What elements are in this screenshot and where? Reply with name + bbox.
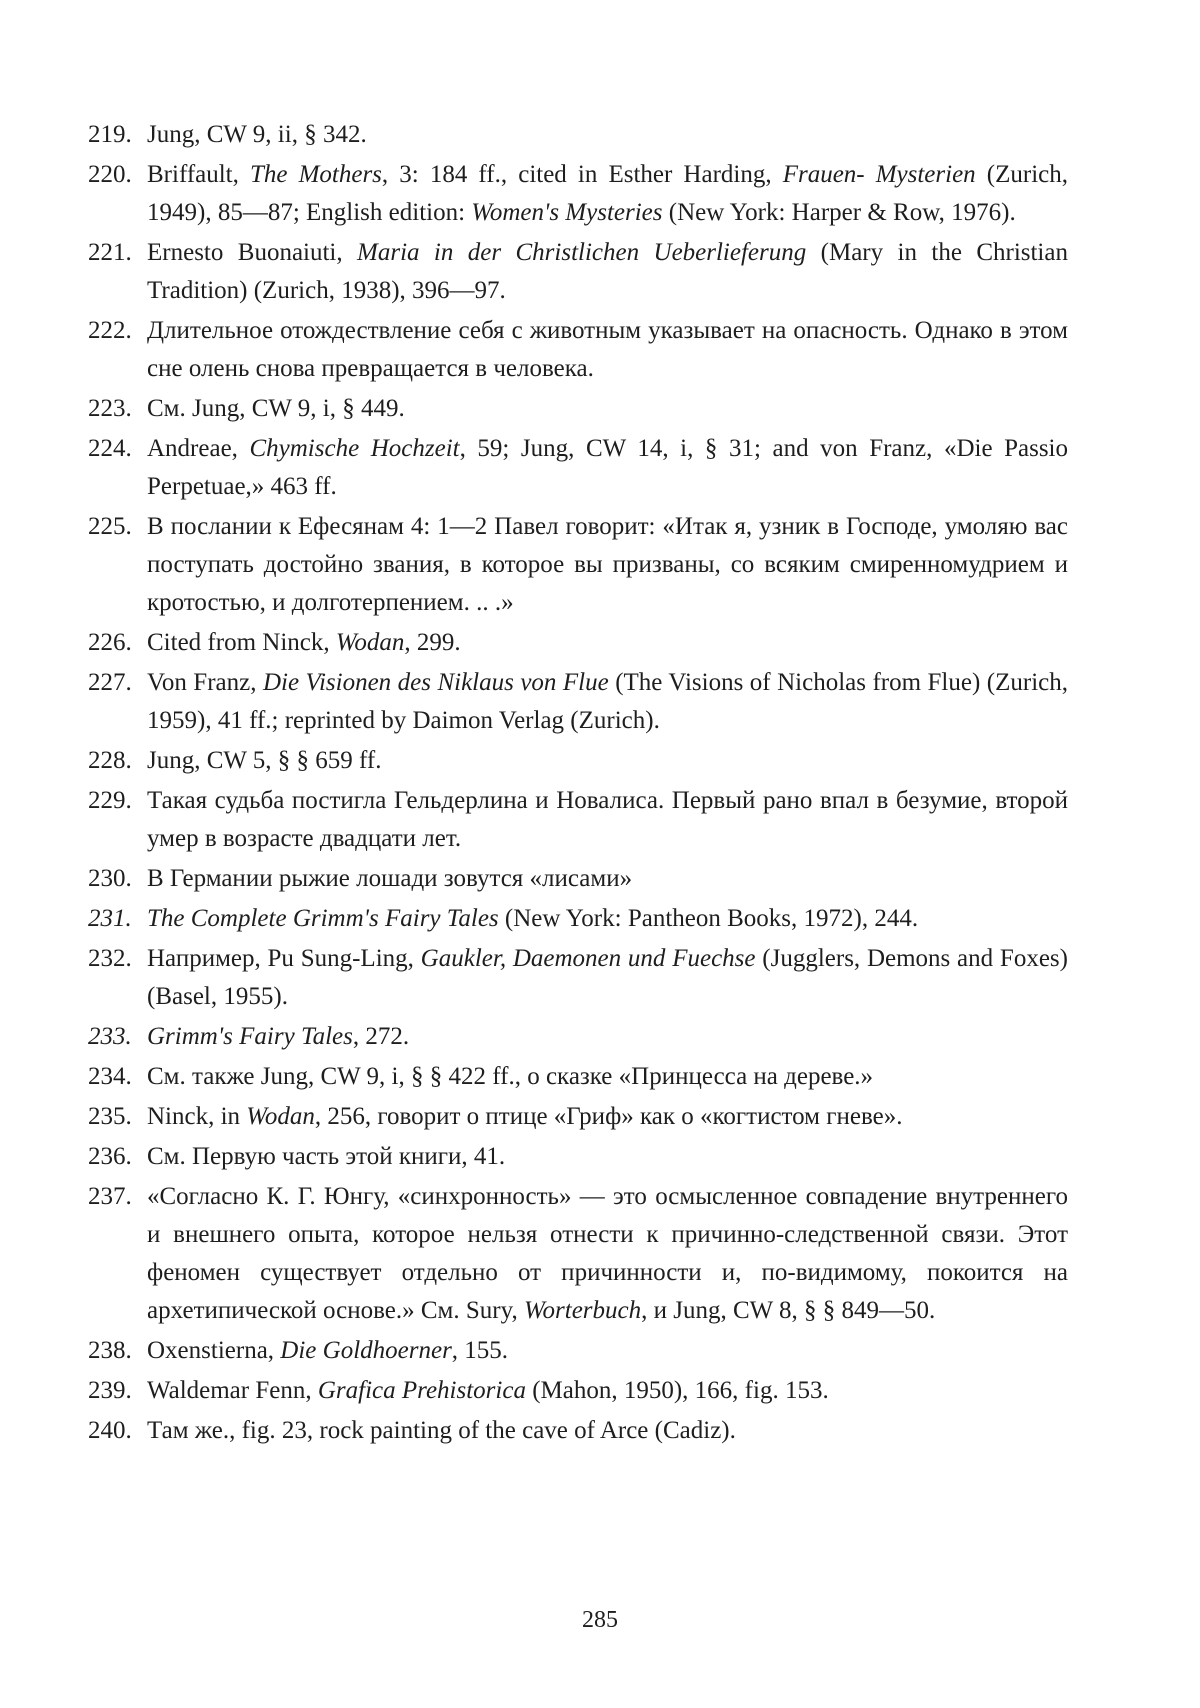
- endnote-text: [147, 1063, 873, 1090]
- endnote-number: 235.: [88, 1103, 132, 1130]
- endnote-title-italic: Die Visionen des Niklaus von Flue: [262, 669, 609, 696]
- endnote-text-segment: , 155.: [451, 1337, 509, 1364]
- endnote-text-segment: , и Jung, CW 8, § § 849—50.: [641, 1297, 936, 1324]
- endnote-text-segment: Ernesto Buonaiuti,: [147, 239, 358, 266]
- endnote-text: [147, 513, 1068, 616]
- endnote-text: [147, 395, 405, 422]
- endnote-number: 226.: [88, 629, 132, 656]
- endnote-text-segment: Например, Pu Sung-Ling,: [147, 945, 421, 972]
- endnote-text-segment: Briffault,: [147, 161, 250, 188]
- endnote-text-segment: Oxenstierna,: [147, 1337, 281, 1364]
- endnote-item: [88, 940, 1068, 1016]
- endnote-number: 239.: [88, 1377, 132, 1404]
- endnote-title-italic: Grimm's Fairy Tales: [147, 1023, 353, 1050]
- endnote-item: [88, 116, 1068, 154]
- endnote-text-segment: См. также Jung, CW 9, i, § § 422 ff., о сказке «Принцесса на дереве.»: [147, 1063, 874, 1090]
- endnote-item: [88, 900, 1068, 938]
- endnote-item: [88, 430, 1068, 506]
- endnote-text-segment: «Согласно К. Г. Юнгу, «синхронность» — это осмысленное совпадение внутреннего и внешнего опыта, которое нельзя отнести к причинно-следственной связи. Этот феномен существует отдельно от причинности и, по-видимому, покоится на архетипической основе.» См. Sury,: [147, 1183, 1068, 1324]
- endnote-item: [88, 860, 1068, 898]
- endnote-item: [88, 742, 1068, 780]
- endnote-item: [88, 508, 1068, 622]
- endnote-text-segment: (Jugglers, Demons and Foxes) (Basel, 1955).: [147, 945, 1068, 1010]
- endnote-item: [88, 1018, 1068, 1056]
- endnote-number: 228.: [88, 747, 132, 774]
- endnote-number: 220.: [88, 161, 132, 188]
- endnote-title-italic: Wodan: [335, 629, 405, 656]
- endnote-number: 240.: [88, 1417, 132, 1444]
- endnote-text: [147, 1183, 1068, 1324]
- endnote-title-italic: Maria in der Christlichen Ueberlieferung: [357, 239, 807, 266]
- endnote-number: 223.: [88, 395, 132, 422]
- endnote-text: [147, 1143, 505, 1170]
- endnote-text-segment: , 299.: [404, 629, 461, 656]
- endnote-text-segment: (The Visions of Nicholas from Flue) (Zurich, 1959), 41 ff.; reprinted by Daimon Verlag (Zurich).: [147, 669, 1068, 734]
- endnote-item: [88, 1372, 1068, 1410]
- endnote-text: [147, 905, 918, 932]
- endnote-number: 229.: [88, 787, 132, 814]
- page-number: 285: [582, 1607, 618, 1633]
- endnote-text-segment: Длительное отождествление себя с животным указывает на опасность. Однако в этом сне олень снова превращается в человека.: [147, 317, 1068, 382]
- endnote-text: [147, 435, 1068, 500]
- endnote-number: 234.: [88, 1063, 132, 1090]
- endnote-item: [88, 390, 1068, 428]
- endnote-number: 225.: [88, 513, 132, 540]
- endnote-number: 236.: [88, 1143, 132, 1170]
- endnote-title-italic: Gaukler, Daemonen und Fuechse: [420, 945, 756, 972]
- endnote-text-segment: Ninck, in: [147, 1103, 247, 1130]
- endnote-text-segment: , 59; Jung, CW 14, i, § 31; and von Franz, «Die Passio Perpetuae,» 463 ff.: [147, 435, 1068, 500]
- endnote-title-italic: Women's Mysteries: [471, 199, 663, 226]
- endnote-text-segment: Jung, CW 5, § § 659 ff.: [147, 747, 382, 774]
- endnote-number: 227.: [88, 669, 132, 696]
- endnote-item: [88, 782, 1068, 858]
- endnote-number: 238.: [88, 1337, 132, 1364]
- endnote-item: [88, 624, 1068, 662]
- endnote-number: 230.: [88, 865, 132, 892]
- endnote-item: [88, 312, 1068, 388]
- endnote-number: 237.: [88, 1183, 132, 1210]
- endnote-item: [88, 1178, 1068, 1330]
- endnote-text-segment: Jung, CW 9, ii, § 342.: [147, 121, 367, 148]
- endnote-text-segment: Cited from Ninck,: [147, 629, 336, 656]
- endnote-text: [147, 1377, 829, 1404]
- endnote-item: [88, 1332, 1068, 1370]
- endnote-title-italic: Die Goldhoerner: [280, 1337, 452, 1364]
- endnote-text: [147, 669, 1068, 734]
- endnote-text-segment: В послании к Ефесянам 4: 1—2 Павел говорит: «Итак я, узник в Господе, умоляю вас поступать достойно звания, в которое вы призваны, со всяким смиренномудрием и кротостью, и долготерпением. .. .»: [147, 513, 1068, 616]
- endnote-text-segment: (Mahon, 1950), 166, fig. 153.: [525, 1377, 829, 1404]
- endnote-text-segment: В Германии рыжие лошади зовутся «лисами»: [147, 865, 633, 892]
- endnote-text: [147, 865, 632, 892]
- endnote-text: [147, 239, 1068, 304]
- endnote-item: [88, 664, 1068, 740]
- endnote-text-segment: , 3: 184 ff., cited in Esther Harding,: [381, 161, 783, 188]
- endnote-title-italic: Grafica Prehistorica: [317, 1377, 526, 1404]
- endnote-text: [147, 747, 382, 774]
- endnote-text-segment: Waldemar Fenn,: [147, 1377, 318, 1404]
- endnote-number: 222.: [88, 317, 132, 344]
- endnote-text-segment: Von Franz,: [147, 669, 263, 696]
- endnote-title-italic: Wodan: [246, 1103, 315, 1130]
- endnote-text: [147, 1337, 508, 1364]
- endnotes-list: [88, 116, 1068, 1452]
- endnote-number: 219.: [88, 121, 132, 148]
- endnote-text-segment: См. Jung, CW 9, i, § 449.: [147, 395, 405, 422]
- endnote-text: [147, 1103, 902, 1130]
- endnote-text-segment: Там же., fig. 23, rock painting of the cave of Arce (Cadiz).: [147, 1417, 736, 1444]
- endnote-item: [88, 1412, 1068, 1450]
- endnote-text-segment: См. Первую часть этой книги, 41.: [147, 1143, 506, 1170]
- endnote-text-segment: (New York: Harper & Row, 1976).: [662, 199, 1016, 226]
- endnote-item: [88, 1138, 1068, 1176]
- endnote-text-segment: , 256, говорит о птице «Гриф» как о «когтистом гневе».: [314, 1103, 903, 1130]
- endnote-text-segment: , 272.: [352, 1023, 410, 1050]
- endnote-text-segment: Andreae,: [147, 435, 250, 462]
- endnote-number: 224.: [88, 435, 132, 462]
- endnote-number: 233.: [88, 1023, 132, 1050]
- endnote-text: [147, 787, 1068, 852]
- endnote-text-segment: (Zurich, 1949), 85—87; English edition:: [147, 161, 1069, 226]
- endnote-title-italic: Worterbuch: [523, 1297, 642, 1324]
- endnote-text: [147, 1023, 409, 1050]
- endnote-text: [147, 1417, 736, 1444]
- endnote-item: [88, 234, 1068, 310]
- endnote-text: [147, 945, 1068, 1010]
- endnote-text-segment: (New York: Pantheon Books, 1972), 244.: [498, 905, 919, 932]
- endnote-title-italic: Chymische Hochzeit: [249, 435, 460, 462]
- endnote-item: [88, 1058, 1068, 1096]
- endnote-number: 231.: [88, 905, 132, 932]
- endnote-title-italic: The Mothers: [249, 161, 382, 188]
- endnote-item: [88, 1098, 1068, 1136]
- endnote-text: [147, 161, 1068, 226]
- endnote-text: [147, 629, 461, 656]
- endnote-title-italic: Frauen- Mysterien: [782, 161, 976, 188]
- endnote-number: 221.: [88, 239, 132, 266]
- endnote-title-italic: The Complete Grimm's Fairy Tales: [147, 905, 499, 932]
- endnote-number: 232.: [88, 945, 132, 972]
- endnote-item: [88, 156, 1068, 232]
- endnote-text: [147, 317, 1068, 382]
- endnote-text: [147, 121, 367, 148]
- endnote-text-segment: Такая судьба постигла Гельдерлина и Новалиса. Первый рано впал в безумие, второй умер в возрасте двадцати лет.: [147, 787, 1068, 852]
- endnote-text-segment: (Mary in the Christian Tradition) (Zurich, 1938), 396—97.: [147, 239, 1068, 304]
